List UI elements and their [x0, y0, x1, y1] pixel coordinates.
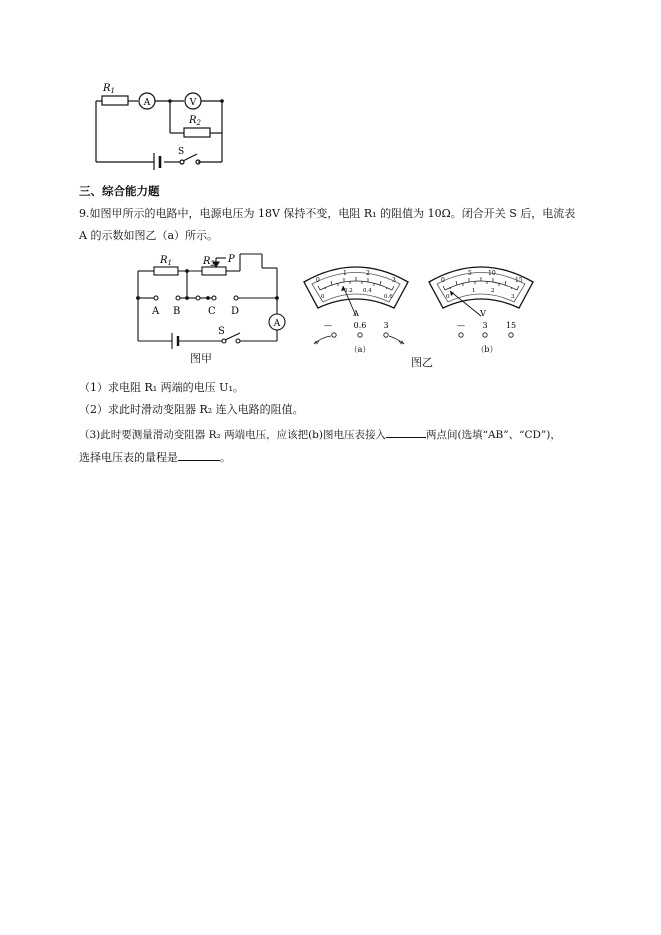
- figure-jia-caption: 图甲: [190, 352, 212, 365]
- jia-ammeter-symbol: A: [273, 319, 281, 329]
- answer-blank-range[interactable]: [178, 449, 220, 461]
- sub-question-2: （2）求此时滑动变阻器 R₂ 连入电路的阻值。: [79, 403, 304, 416]
- question-stem-line1: [79, 207, 575, 221]
- ammeter-lower-tick-2: 0.4: [363, 288, 372, 294]
- voltmeter-lower-tick-3: 3: [511, 294, 515, 300]
- top-circuit-diagram: [88, 78, 238, 170]
- voltmeter-upper-tick-2: 10: [488, 270, 496, 277]
- voltmeter-terminal-3: 3: [482, 321, 488, 330]
- answer-blank-terminals[interactable]: [386, 426, 426, 438]
- top-r2-label: $R_2$: [189, 115, 201, 127]
- ammeter-terminal-3: 3: [383, 321, 389, 330]
- jia-slider-label: P: [228, 254, 235, 265]
- sub-question-1: （1）求电阻 R₁ 两端的电压 U₁。: [79, 381, 244, 394]
- voltmeter-terminal-15: 15: [505, 321, 517, 330]
- ammeter-terminal-neg: —: [324, 321, 332, 330]
- ammeter-lower-tick-1: 0.2: [344, 288, 353, 294]
- voltmeter-lower-tick-0: 0: [446, 294, 450, 300]
- ammeter-upper-tick-1: 1: [343, 270, 347, 277]
- voltmeter-symbol: V: [480, 309, 486, 318]
- sub-question-3-end: 。: [220, 451, 231, 464]
- section-title: 三、综合能力题: [79, 184, 160, 198]
- ammeter-label: （a）: [349, 345, 371, 354]
- jia-terminal-d: D: [231, 306, 240, 317]
- sub-question-3-text-a: （3)此时要测量滑动变阻器 R₂ 两端电压，应该把(b)图电压表接入: [79, 429, 386, 441]
- voltmeter-upper-tick-0: 0: [441, 277, 445, 284]
- jia-terminal-c: C: [208, 306, 216, 317]
- voltmeter-terminal-neg: —: [457, 321, 465, 330]
- question-stem-text1: 如图甲所示的电路中，电源电压为 18V 保持不变，电阻 R₁ 的阻值为 10Ω。闭合开关 S 后，电流表: [89, 207, 576, 220]
- ammeter-symbol: A: [353, 309, 359, 318]
- figure-yi-voltmeter: [425, 258, 545, 358]
- sub-question-3-line1: [79, 426, 561, 442]
- voltmeter-lower-tick-2: 2: [491, 288, 495, 294]
- ammeter-upper-tick-2: 2: [366, 270, 370, 277]
- ammeter-lower-tick-3: 0.6: [384, 294, 393, 300]
- voltmeter-upper-tick-1: 5: [468, 270, 472, 277]
- figure-yi-caption: 图乙: [411, 356, 433, 369]
- voltmeter-lower-tick-1: 1: [472, 288, 476, 294]
- jia-terminal-b: B: [173, 306, 181, 317]
- ammeter-upper-tick-0: 0: [316, 277, 320, 284]
- figure-yi-ammeter: [300, 258, 420, 358]
- sub-question-3-line2: [79, 449, 231, 465]
- question-stem-line2: A 的示数如图乙（a）所示。: [79, 229, 218, 242]
- voltmeter-label: （b）: [476, 345, 498, 354]
- jia-switch-label: S: [218, 326, 225, 337]
- figure-jia-circuit: [130, 250, 290, 350]
- jia-terminal-a: A: [152, 306, 160, 317]
- jia-r1-label: $R_1$: [160, 255, 172, 267]
- ammeter-lower-tick-0: 0: [321, 294, 325, 300]
- ammeter-upper-tick-3: 3: [392, 277, 396, 284]
- top-switch-label: S: [178, 147, 185, 157]
- top-r1-label: $R_1$: [103, 83, 115, 95]
- sub-question-3-text-c: 选择电压表的量程是: [79, 451, 178, 464]
- question-number: 9.: [79, 207, 90, 220]
- sub-question-3-text-b: 两点间(选填“AB”、“CD”)，: [425, 429, 561, 441]
- ammeter-terminal-06: 0.6: [353, 321, 367, 330]
- jia-r2-label: $R_2$: [203, 256, 215, 268]
- top-voltmeter-symbol: V: [189, 98, 197, 108]
- top-ammeter-symbol: A: [143, 98, 151, 108]
- voltmeter-upper-tick-3: 15: [515, 277, 523, 284]
